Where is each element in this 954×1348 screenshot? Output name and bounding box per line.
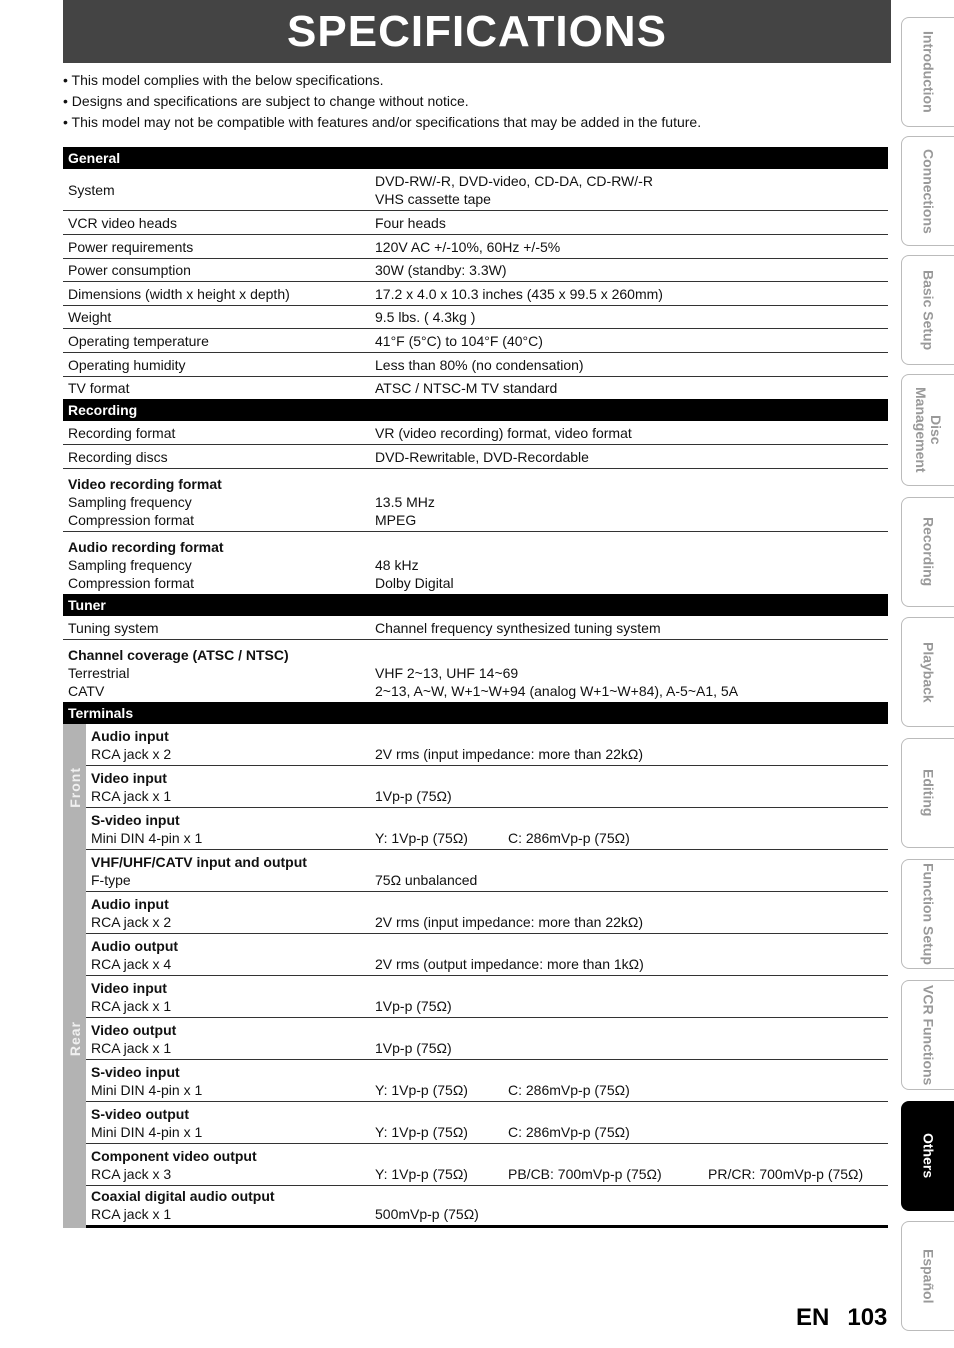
terminal-row — [86, 724, 888, 766]
terminal-row — [86, 1018, 888, 1060]
tab-espanol[interactable] — [901, 1221, 954, 1331]
row-value — [375, 1102, 888, 1143]
row-label — [86, 976, 375, 1017]
tab-basic-setup[interactable] — [901, 255, 954, 365]
tab-label: Recording — [920, 517, 937, 587]
row-label: Recording discs — [68, 448, 168, 465]
row-title: Video recording format — [68, 476, 222, 492]
row-value: DVD-Rewritable, DVD-Recordable — [375, 448, 589, 465]
note-2: • Designs and specifications are subject to change without notice. — [63, 93, 469, 109]
value-line: 2~13, A~W, W+1~W+94 (analog W+1~W+84), A-5~A1, 5A — [375, 683, 739, 699]
row-label: Tuning system — [68, 619, 159, 636]
value-y: Y: 1Vp-p (75Ω) — [375, 1124, 468, 1140]
terminal-row — [86, 850, 888, 892]
row-label — [86, 850, 375, 891]
language-code: EN — [796, 1304, 830, 1331]
row-value — [375, 532, 888, 594]
row-label: Power requirements — [68, 238, 194, 255]
sub-label: Compression format — [68, 575, 195, 591]
spec-row — [63, 353, 888, 377]
sub-label: Sampling frequency — [68, 557, 192, 573]
rear-label: Rear — [66, 1021, 83, 1057]
row-title: Audio input — [91, 728, 169, 744]
row-value: 17.2 x 4.0 x 10.3 inches (435 x 99.5 x 260mm) — [375, 285, 663, 302]
row-label — [86, 808, 375, 849]
section-header-terminals: Terminals — [63, 702, 888, 724]
note-1: • This model complies with the below specifications. — [63, 72, 384, 88]
value-c: C: 286mVp-p (75Ω) — [508, 1082, 630, 1098]
row-label — [86, 766, 375, 807]
value-line: 48 kHz — [375, 557, 419, 573]
front-rows — [86, 724, 888, 850]
sub-label: RCA jack x 1 — [91, 1040, 172, 1056]
spec-row — [63, 259, 888, 282]
row-value — [375, 1186, 888, 1225]
row-title: Component video output — [91, 1148, 257, 1164]
row-title: VHF/UHF/CATV input and output — [91, 854, 307, 870]
row-value — [375, 1060, 888, 1101]
row-value: 30W (standby: 3.3W) — [375, 262, 507, 278]
side-label-front — [63, 724, 86, 850]
tab-vcr-functions[interactable] — [901, 980, 954, 1090]
notes — [63, 70, 891, 133]
page-footer — [796, 1304, 887, 1332]
spec-row — [63, 421, 888, 445]
terminal-row — [86, 1144, 888, 1186]
tab-connections[interactable] — [901, 136, 954, 246]
value-pb: PB/CB: 700mVp-p (75Ω) — [508, 1166, 662, 1182]
row-value — [375, 850, 888, 891]
sub-label: RCA jack x 3 — [91, 1166, 172, 1182]
rear-rows — [86, 850, 888, 1228]
tab-function-setup[interactable] — [901, 859, 954, 969]
row-label: Power consumption — [68, 262, 191, 278]
tab-label: Playback — [920, 641, 937, 703]
spec-row — [63, 616, 888, 640]
sub-label: CATV — [68, 683, 105, 699]
tab-label: Introduction — [920, 31, 937, 113]
tab-recording[interactable] — [901, 497, 954, 607]
row-value: Four heads — [375, 214, 446, 231]
section-header-general: General — [63, 147, 888, 169]
row-label: Operating humidity — [68, 356, 186, 373]
terminal-row — [86, 808, 888, 850]
side-label-rear — [63, 850, 86, 1228]
value-y: Y: 1Vp-p (75Ω) — [375, 1082, 468, 1098]
sub-label: RCA jack x 2 — [91, 914, 172, 930]
value-y: Y: 1Vp-p (75Ω) — [375, 1166, 468, 1182]
spec-row — [63, 169, 888, 211]
row-value — [375, 976, 888, 1017]
tab-label: Basic Setup — [920, 269, 937, 351]
tab-label: VCR Functions — [920, 984, 937, 1086]
row-value: VR (video recording) format, video format — [375, 424, 632, 441]
spec-row — [63, 211, 888, 235]
value-line: 2V rms (input impedance: more than 22kΩ) — [375, 746, 644, 762]
tab-editing[interactable] — [901, 738, 954, 848]
value-line: 1Vp-p (75Ω) — [375, 1040, 452, 1056]
spec-row — [63, 235, 888, 259]
row-label — [86, 724, 375, 765]
spec-row — [63, 377, 888, 399]
value-line: DVD-RW/-R, DVD-video, CD-DA, CD-RW/-R — [375, 172, 653, 189]
tab-label: Español — [920, 1248, 937, 1304]
value-line: VHF 2~13, UHF 14~69 — [375, 665, 519, 681]
sub-label: F-type — [91, 872, 131, 888]
title-banner — [63, 0, 891, 63]
row-title: Video input — [91, 980, 167, 996]
value-c: C: 286mVp-p (75Ω) — [508, 1124, 630, 1140]
row-value: Less than 80% (no condensation) — [375, 356, 584, 373]
tab-playback[interactable] — [901, 617, 954, 727]
front-label: Front — [66, 766, 83, 808]
row-value — [375, 169, 888, 210]
tab-label: Others — [920, 1133, 937, 1179]
row-label: Recording format — [68, 424, 176, 441]
terminal-row — [86, 976, 888, 1018]
row-title: Video input — [91, 770, 167, 786]
row-value — [375, 724, 888, 765]
row-label — [63, 532, 375, 594]
row-title: Channel coverage (ATSC / NTSC) — [68, 647, 289, 663]
row-label — [63, 640, 375, 702]
terminal-row — [86, 766, 888, 808]
front-terminals — [63, 724, 888, 850]
row-label: System — [68, 181, 115, 198]
row-title: S-video input — [91, 1064, 180, 1080]
sub-label: RCA jack x 2 — [91, 746, 172, 762]
value-line: 1Vp-p (75Ω) — [375, 788, 452, 804]
sub-label: RCA jack x 4 — [91, 956, 172, 972]
value-line: VHS cassette tape — [375, 190, 491, 207]
value-line: 2V rms (input impedance: more than 22kΩ) — [375, 914, 644, 930]
row-value — [375, 1144, 888, 1185]
row-value — [375, 469, 888, 531]
row-value: Channel frequency synthesized tuning system — [375, 619, 661, 636]
row-title: Audio input — [91, 896, 169, 912]
value-line: 13.5 MHz — [375, 494, 435, 510]
row-label — [86, 934, 375, 975]
rear-terminals — [63, 850, 888, 1228]
page-number: 103 — [847, 1304, 888, 1331]
row-label — [86, 1102, 375, 1143]
row-value — [375, 1018, 888, 1059]
row-title: Video output — [91, 1022, 177, 1038]
row-title: Audio recording format — [68, 539, 224, 555]
value-line: 1Vp-p (75Ω) — [375, 998, 452, 1014]
spec-row — [63, 532, 888, 594]
section-header-tuner: Tuner — [63, 594, 888, 616]
value-line: Dolby Digital — [375, 575, 454, 591]
spec-table — [63, 147, 888, 1228]
terminal-row — [86, 934, 888, 976]
row-label: TV format — [68, 380, 130, 396]
spec-row — [63, 306, 888, 329]
value-y: Y: 1Vp-p (75Ω) — [375, 830, 468, 846]
sub-label: Mini DIN 4-pin x 1 — [91, 1082, 203, 1098]
row-label: VCR video heads — [68, 214, 177, 231]
row-title: Audio output — [91, 938, 179, 954]
tab-label: Editing — [920, 769, 937, 817]
row-label — [63, 469, 375, 531]
terminal-row — [86, 1060, 888, 1102]
tab-others[interactable] — [901, 1101, 954, 1211]
row-label — [86, 1060, 375, 1101]
row-value — [375, 892, 888, 933]
spec-row — [63, 445, 888, 469]
row-label — [86, 1144, 375, 1185]
sub-label: Mini DIN 4-pin x 1 — [91, 1124, 203, 1140]
row-title: Coaxial digital audio output — [91, 1188, 275, 1204]
value-line: 75Ω unbalanced — [375, 872, 478, 888]
row-title: S-video input — [91, 812, 180, 828]
row-value — [375, 640, 888, 702]
row-label — [86, 1186, 375, 1225]
row-value: 41°F (5°C) to 104°F (40°C) — [375, 332, 543, 349]
tab-disc-management[interactable] — [901, 374, 954, 486]
section-header-recording: Recording — [63, 399, 888, 421]
value-c: C: 286mVp-p (75Ω) — [508, 830, 630, 846]
spec-row — [63, 469, 888, 532]
sub-label: Compression format — [68, 512, 195, 528]
row-label: Operating temperature — [68, 332, 209, 349]
row-value — [375, 934, 888, 975]
sub-label: RCA jack x 1 — [91, 1206, 172, 1222]
spec-row — [63, 282, 888, 306]
value-line: MPEG — [375, 512, 417, 528]
row-label — [86, 892, 375, 933]
note-3: • This model may not be compatible with features and/or specifications that may be added in the future. — [63, 114, 702, 130]
row-label: Weight — [68, 309, 112, 325]
value-line: 500mVp-p (75Ω) — [375, 1206, 479, 1222]
page-title: SPECIFICATIONS — [287, 6, 667, 56]
spec-row — [63, 329, 888, 353]
tab-label: Function Setup — [920, 863, 937, 965]
value-pr: PR/CR: 700mVp-p (75Ω) — [708, 1166, 864, 1182]
tab-label: Connections — [920, 148, 937, 234]
spec-row — [63, 640, 888, 702]
row-value: 9.5 lbs. ( 4.3kg ) — [375, 309, 476, 325]
row-value — [375, 766, 888, 807]
tab-introduction[interactable] — [901, 17, 954, 127]
row-title: S-video output — [91, 1106, 189, 1122]
row-value: ATSC / NTSC-M TV standard — [375, 380, 558, 396]
sub-label: Terrestrial — [68, 665, 130, 681]
sub-label: RCA jack x 1 — [91, 998, 172, 1014]
sub-label: Mini DIN 4-pin x 1 — [91, 830, 203, 846]
terminal-row — [86, 1102, 888, 1144]
row-value: 120V AC +/-10%, 60Hz +/-5% — [375, 238, 561, 255]
terminal-row — [86, 892, 888, 934]
tab-label: Disc Management — [913, 387, 944, 473]
row-label: Dimensions (width x height x depth) — [68, 285, 290, 302]
terminal-row — [86, 1186, 888, 1228]
row-value — [375, 808, 888, 849]
sub-label: Sampling frequency — [68, 494, 192, 510]
sub-label: RCA jack x 1 — [91, 788, 172, 804]
value-line: 2V rms (output impedance: more than 1kΩ) — [375, 956, 644, 972]
row-label — [86, 1018, 375, 1059]
